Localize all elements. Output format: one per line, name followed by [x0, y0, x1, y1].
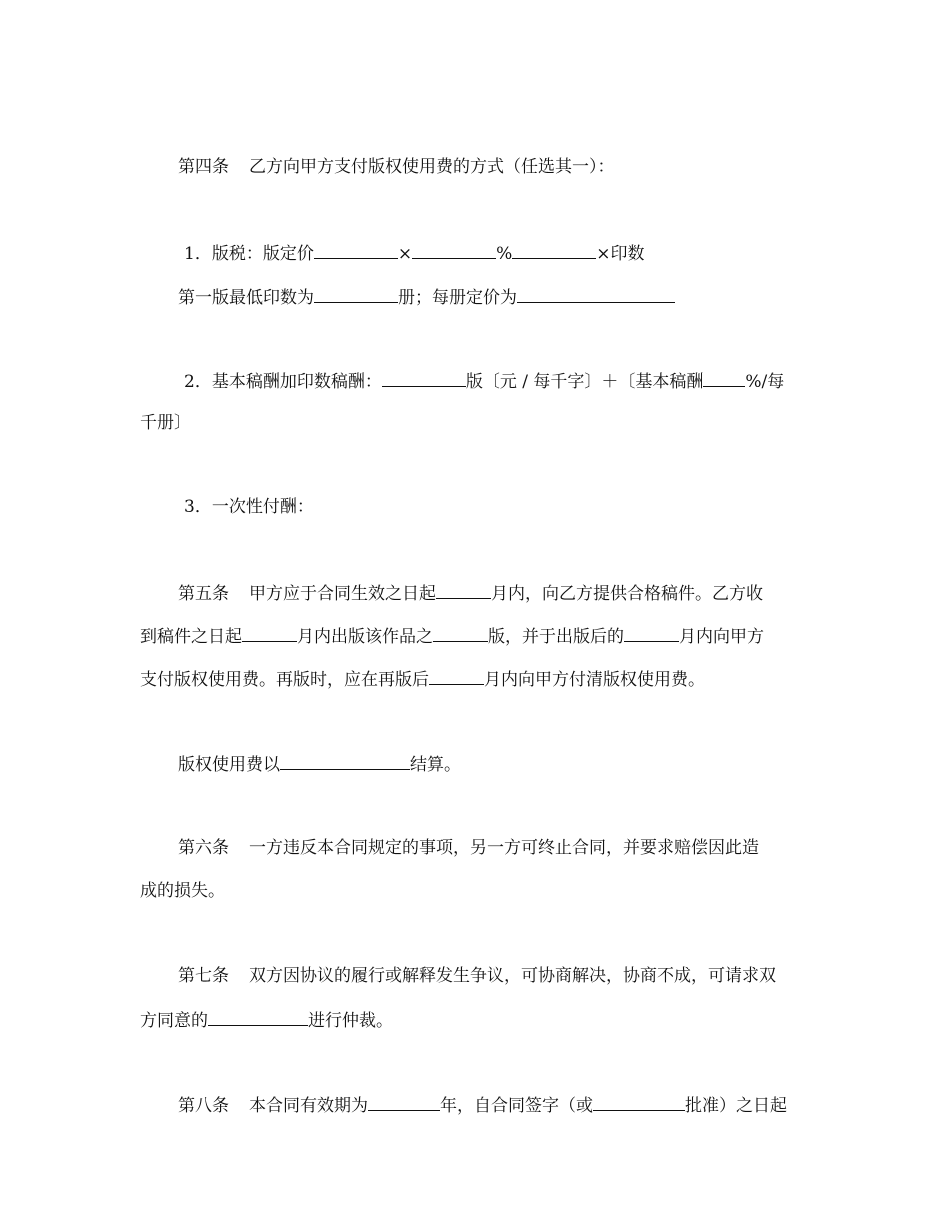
settlement-text-b: 结算。	[410, 755, 461, 775]
item-1-text-c: %	[496, 244, 513, 264]
item-2-number: 2．	[184, 372, 212, 392]
item-1b-text-a: 第一版最低印数为	[178, 288, 314, 308]
item-1-text-b: ×	[397, 244, 413, 264]
article-8-heading: 第八条	[178, 1096, 229, 1116]
blank-price[interactable]	[314, 240, 398, 259]
article-6-l2: 成的损失。	[140, 881, 225, 901]
item-2-text-a: 基本稿酬加印数稿酬：	[211, 372, 382, 392]
article-5-line-1	[140, 580, 850, 606]
article-5-l2a: 到稿件之日起	[140, 627, 242, 647]
blank-arbitration-body[interactable]	[208, 1007, 308, 1026]
blank-publish-months[interactable]	[242, 623, 297, 642]
item-2-text-b: 版〔元 / 每千字〕＋〔基本稿酬	[465, 372, 704, 392]
item-1-text-d: ×印数	[596, 244, 645, 264]
blank-unit-price[interactable]	[517, 284, 675, 303]
article-5-line-2	[140, 623, 812, 649]
article-4-heading: 第四条	[178, 157, 229, 177]
article-7-l1: 双方因协议的履行或解释发生争议，可协商解决，协商不成，可请求双	[249, 966, 776, 986]
item-1-number: 1．	[184, 244, 212, 264]
article-5-l1a: 甲方应于合同生效之日起	[249, 584, 436, 604]
article-7-l2b: 进行仲裁。	[308, 1011, 393, 1031]
article-5-l2b: 月内出版该作品之	[297, 627, 433, 647]
blank-edition[interactable]	[433, 623, 488, 642]
blank-min-print[interactable]	[314, 284, 398, 303]
item-1b-text-b: 册；每册定价为	[398, 288, 517, 308]
article-5-l3b: 月内向甲方付清版权使用费。	[484, 670, 705, 690]
settlement-text-a: 版权使用费以	[178, 755, 280, 775]
article-4-text: 乙方向甲方支付版权使用费的方式（任选其一）：	[249, 157, 615, 177]
item-2-cont-text: 千册〕	[140, 413, 191, 433]
article-5-line-3	[140, 666, 812, 692]
blank-base-royalty[interactable]	[382, 368, 466, 387]
item-1-second-line	[140, 284, 850, 310]
settlement-line	[140, 751, 850, 777]
item-3-text: 一次性付酬：	[211, 497, 314, 517]
article-5-heading: 第五条	[178, 584, 229, 604]
blank-manuscript-months[interactable]	[436, 580, 491, 599]
blank-print-factor[interactable]	[512, 240, 596, 259]
item-1-line	[140, 240, 856, 266]
article-7-l2a: 方同意的	[140, 1011, 208, 1031]
item-2-text-c: %/每	[745, 372, 785, 392]
article-6-line-2	[140, 879, 812, 903]
article-5-l1b: 月内，向乙方提供合格稿件。乙方收	[491, 584, 763, 604]
article-8-text-b: 年，自合同签字（或	[440, 1096, 593, 1116]
item-3-number: 3．	[184, 497, 212, 517]
blank-validity-years[interactable]	[368, 1092, 440, 1111]
item-3-line	[140, 495, 856, 519]
article-7-heading: 第七条	[178, 966, 229, 986]
article-8-text-c: 批准）之日起	[685, 1096, 787, 1116]
article-7-line-1	[140, 964, 850, 988]
blank-payment-months[interactable]	[624, 623, 679, 642]
article-8-line-1	[140, 1092, 850, 1118]
article-5-l2d: 月内向甲方	[679, 627, 764, 647]
article-8-text-a: 本合同有效期为	[249, 1096, 368, 1116]
item-1-text-a: 版税：版定价	[211, 244, 314, 264]
blank-settlement-currency[interactable]	[280, 751, 410, 770]
blank-percent[interactable]	[412, 240, 496, 259]
article-7-line-2	[140, 1007, 812, 1033]
item-2-line	[140, 368, 856, 394]
article-6-heading: 第六条	[178, 838, 229, 858]
article-6-line-1	[140, 836, 850, 860]
blank-royalty-percent[interactable]	[703, 368, 745, 387]
blank-reprint-months[interactable]	[429, 666, 484, 685]
article-5-l3a: 支付版权使用费。再版时，应在再版后	[140, 670, 429, 690]
article-4-line	[140, 155, 850, 179]
article-6-l1: 一方违反本合同规定的事项，另一方可终止合同，并要求赔偿因此造	[249, 838, 759, 858]
blank-approval-body[interactable]	[593, 1092, 685, 1111]
article-5-l2c: 版，并于出版后的	[488, 627, 624, 647]
item-2-continuation	[140, 411, 812, 435]
